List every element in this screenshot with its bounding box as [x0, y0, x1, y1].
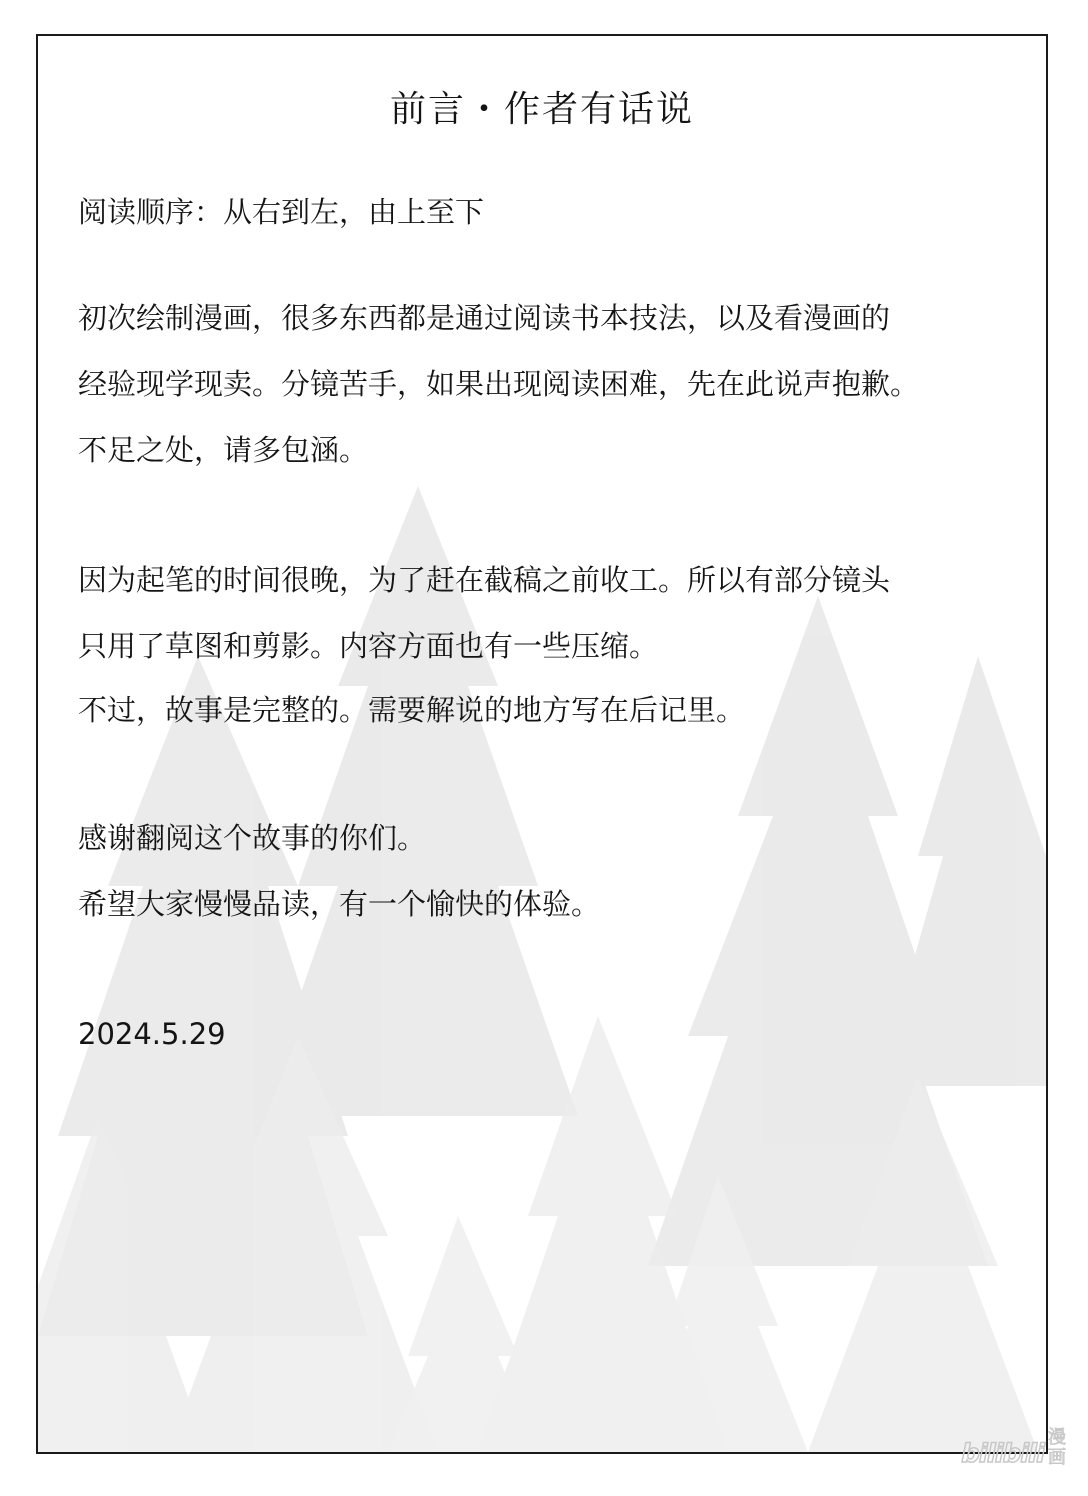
watermark-chars: [1048, 1428, 1066, 1468]
bilibili-comics-watermark: [961, 1428, 1066, 1468]
paragraph2-line3: 不过，故事是完整的。需要解说的地方写在后记里。: [78, 693, 746, 727]
watermark-char-2: 画: [1048, 1447, 1066, 1468]
page-frame: [36, 34, 1048, 1454]
paragraph2-line1: 因为起笔的时间很晚，为了赶在截稿之前收工。所以有部分镜头: [78, 563, 891, 597]
reading-order-note: 阅读顺序：从右到左，由上至下: [78, 195, 485, 229]
paragraph3-line2: 希望大家慢慢品读，有一个愉快的体验。: [78, 887, 601, 921]
preface-content: [38, 36, 1046, 1452]
paragraph3-line1: 感谢翻阅这个故事的你们。: [78, 821, 427, 855]
signature-date: 2024.5.29: [78, 1017, 226, 1051]
paragraph1-line2: 经验现学现卖。分镜苦手，如果出现阅读困难，先在此说声抱歉。: [78, 367, 920, 401]
paragraph1-line1: 初次绘制漫画，很多东西都是通过阅读书本技法，以及看漫画的: [78, 301, 891, 335]
paragraph1-line3: 不足之处，请多包涵。: [78, 433, 369, 467]
watermark-brand: bilibili: [961, 1439, 1044, 1469]
watermark-char-1: 漫: [1048, 1427, 1066, 1448]
page-title: 前言・作者有话说: [389, 89, 694, 130]
paragraph2-line2: 只用了草图和剪影。内容方面也有一些压缩。: [78, 629, 659, 663]
